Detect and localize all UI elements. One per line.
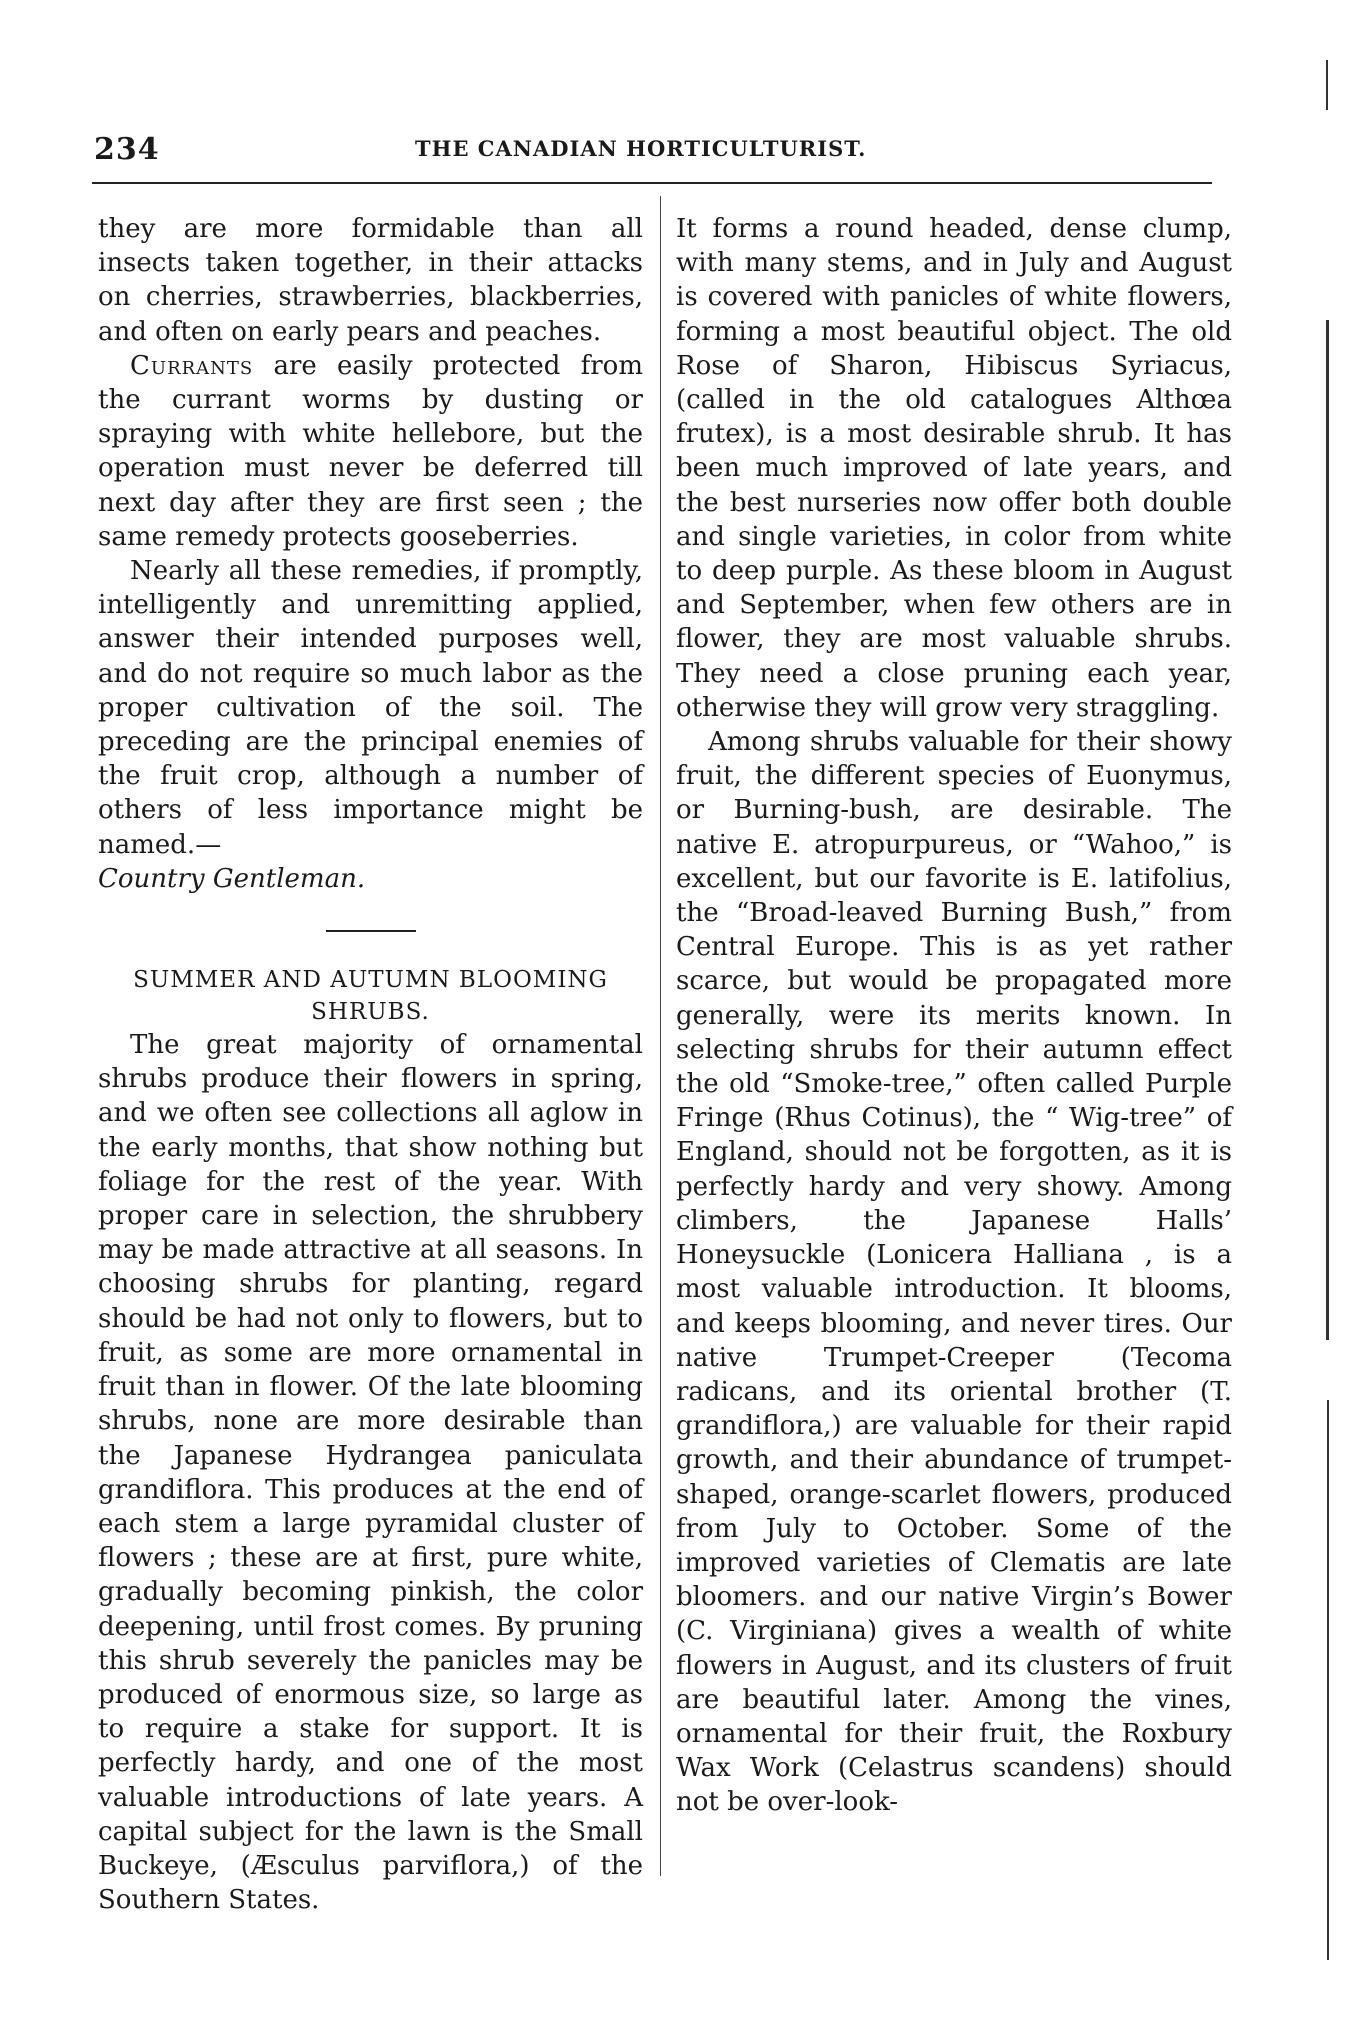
running-title: THE CANADIAN HORTICULTURIST.	[415, 136, 867, 161]
page-edge-line-upper	[1326, 320, 1329, 1340]
paragraph-buckeye-rose: It forms a round headed, dense clump, with many stems, and in July and August is covered with panicles of white flowers, forming a most beautiful object. The old Rose of Sharon, Hibiscus Syriacus, (called in the old catalogues Althœa frutex), is a most desirable shrub. It has been much improved of late years, and the best nurseries now offer both double and single varieties, in color from white to deep purple. As these bloom in August and September, when few others are in flower, they are most valuable shrubs. They need a close pruning each year, otherwise they will grow very straggling.	[676, 214, 1232, 723]
left-column	[98, 212, 643, 1917]
right-column	[676, 212, 1232, 1820]
margin-mark	[1320, 60, 1328, 110]
currants-lead: Currants	[130, 350, 254, 381]
paragraph-remedies	[98, 554, 643, 896]
remedies-text: Nearly all these remedies, if promptly, intelligently and unremitting applied, answer their intended purposes well, and do not require so much labor as the proper cultivation of the soil. The preceding are the principal enemies of the fruit crop, although a number of others of less importance might be named.—	[98, 556, 643, 860]
source-credit: Country Gentleman.	[98, 863, 366, 894]
section-title: SUMMER AND AUTUMN BLOOMING SHRUBS.	[133, 967, 608, 1026]
paragraph-insects: they are more formidable than all insects taken together, in their attacks on cherries, strawberries, blackberries, and often on early pears and peaches.	[98, 214, 643, 347]
paragraph-fruit-shrubs: Among shrubs valuable for their showy fruit, the different species of Euonymus, or Burning-bush, are desirable. The native E. atropurpureus, or “Wahoo,” is excellent, but our favorite is E. latifolius, the “Broad-leaved Burning Bush,” from Central Europe. This is as yet rather scarce, but would be propagated more generally, were its merits known. In selecting shrubs for their autumn effect the old “Smoke-tree,” often called Purple Fringe (Rhus Cotinus), the “ Wig-tree” of England, should not be forgotten, as it is perfectly hardy and very showy. Among climbers, the Japanese Halls’ Honeysuckle (Lonicera Halliana , is a most valuable introduction. It blooms, and keeps blooming, and never tires. Our native Trumpet-Creeper (Tecoma radicans, and its oriental brother (T. grandiflora,) are valuable for their rapid growth, and their abundance of trumpet-shaped, orange-scarlet flowers, produced from July to October. Some of the improved varieties of Clematis are late bloomers. and our native Virgin’s Bower (C. Virginiana) gives a wealth of white flowers in August, and its clusters of fruit are beautiful later. Among the vines, ornamental for their fruit, the Roxbury Wax Work (Celastrus scandens) should not be over-look-	[676, 727, 1232, 1818]
section-divider	[326, 930, 416, 932]
currants-text: are easily protected from the currant worms by dusting or spraying with white hellebore, but the operation must never be deferred till next day after they are first seen ; the same remedy protects gooseberries.	[98, 350, 643, 552]
page-number: 234	[94, 132, 160, 167]
page-edge-line-lower	[1327, 1400, 1329, 1960]
paragraph-currants	[98, 349, 643, 554]
column-rule	[660, 196, 661, 1876]
header-rule	[92, 182, 1212, 184]
paragraph-shrubs-intro: The great majority of ornamental shrubs produce their flowers in spring, and we often see collections all aglow in the early months, that show nothing but foliage for the rest of the year. With proper care in selection, the shrubbery may be made attractive at all seasons. In choosing shrubs for planting, regard should be had not only to flowers, but to fruit, as some are more ornamental in fruit than in flower. Of the late blooming shrubs, none are more desirable than the Japanese Hydrangea paniculata grandiflora. This produces at the end of each stem a large pyramidal cluster of flowers ; these are at first, pure white, gradually becoming pinkish, the color deepening, until frost comes. By pruning this shrub severely the panicles may be produced of enormous size, so large as to require a stake for support. It is perfectly hardy, and one of the most valuable introductions of late years. A capital subject for the lawn is the Small Buckeye, (Æsculus parviflora,) of the Southern States.	[98, 1030, 643, 1916]
